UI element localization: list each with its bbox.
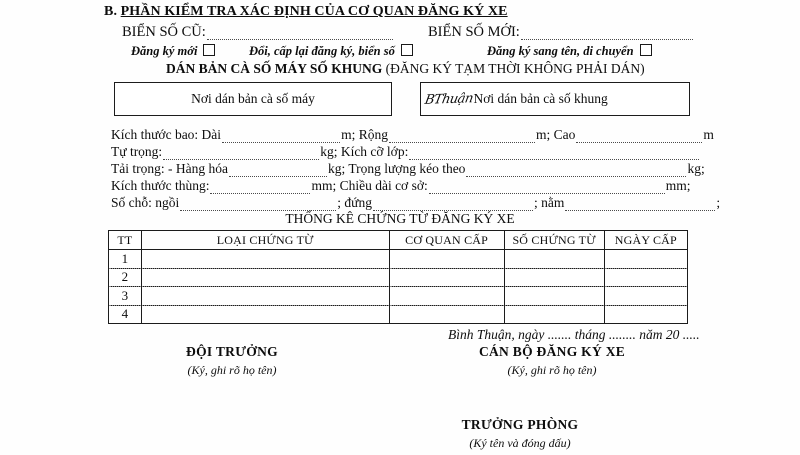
table-header-org: CƠ QUAN CẤP xyxy=(389,231,504,250)
table-cell-type[interactable] xyxy=(141,268,389,287)
table-cell-tt: 3 xyxy=(109,287,142,306)
plate-new-field[interactable] xyxy=(428,25,694,40)
signature-block-department-head xyxy=(420,417,620,451)
table-header-type: LOẠI CHỨNG TỪ xyxy=(141,231,389,250)
checkbox-dang-ky-moi[interactable] xyxy=(131,44,215,59)
spec-label: kg; xyxy=(687,161,705,176)
fill-in-blank[interactable] xyxy=(210,182,310,194)
fill-in-blank[interactable] xyxy=(163,148,319,160)
signature-title-registration-officer: CÁN BỘ ĐĂNG KÝ XE xyxy=(478,344,626,359)
fill-in-blank[interactable] xyxy=(373,199,533,211)
table-row[interactable] xyxy=(109,250,688,269)
handwritten-signature: BThuận xyxy=(423,90,474,108)
fill-in-blank[interactable] xyxy=(565,199,715,211)
plate-old-value[interactable] xyxy=(207,28,393,40)
table-title: THỐNG KÊ CHỨNG TỪ ĐĂNG KÝ XE xyxy=(285,211,515,226)
spec-label: mm; xyxy=(665,178,691,193)
spec-label: Tự trọng: xyxy=(111,144,163,159)
fill-in-blank[interactable] xyxy=(429,182,665,194)
fill-in-blank[interactable] xyxy=(229,165,327,177)
engine-number-rubbing-box[interactable] xyxy=(114,82,392,116)
plate-new-value[interactable] xyxy=(521,28,693,40)
fill-in-blank[interactable] xyxy=(466,165,686,177)
checkbox-label-doi-cap-lai: Đổi, cấp lại đăng ký, biển số xyxy=(249,44,395,58)
table-header-number: SỐ CHỨNG TỪ xyxy=(504,231,604,250)
plate-old-label: BIỂN SỐ CŨ: xyxy=(122,24,206,40)
table-cell-number[interactable] xyxy=(504,250,604,269)
table-cell-tt: 2 xyxy=(109,268,142,287)
table-cell-type[interactable] xyxy=(141,250,389,269)
checkbox-box-sang-ten-di-chuyen[interactable] xyxy=(640,44,652,56)
chassis-box-label: Nơi dán bản cà số khung xyxy=(473,91,608,106)
spec-label: ; xyxy=(716,195,721,210)
fill-in-blank[interactable] xyxy=(409,148,699,160)
table-cell-number[interactable] xyxy=(504,305,604,324)
table-cell-number[interactable] xyxy=(504,268,604,287)
spec-line-curb-weight[interactable] xyxy=(111,144,700,160)
document-table xyxy=(108,230,688,324)
signature-block-registration-officer xyxy=(452,344,652,378)
checkbox-label-sang-ten-di-chuyen: Đăng ký sang tên, di chuyển xyxy=(487,44,634,58)
plate-new-label: BIỂN SỐ MỚI: xyxy=(428,24,520,40)
stamp-title-note: (ĐĂNG KÝ TẠM THỜI KHÔNG PHẢI DÁN) xyxy=(385,61,645,76)
fill-in-blank[interactable] xyxy=(222,131,340,143)
signature-note-department-head: (Ký tên và đóng dấu) xyxy=(469,436,571,450)
table-cell-date[interactable] xyxy=(604,287,687,306)
spec-label: Số chỗ: ngồi xyxy=(111,195,180,210)
signature-note-registration-officer: (Ký, ghi rõ họ tên) xyxy=(507,363,597,377)
spec-label: ; đứng xyxy=(337,195,372,210)
spec-label: m; Rộng xyxy=(341,127,388,142)
fill-in-blank[interactable] xyxy=(576,131,702,143)
table-body xyxy=(109,250,688,324)
fill-in-blank[interactable] xyxy=(180,199,336,211)
table-cell-date[interactable] xyxy=(604,268,687,287)
spec-label: ; nằm xyxy=(533,195,565,210)
table-cell-date[interactable] xyxy=(604,250,687,269)
signature-title-team-leader: ĐỘI TRƯỞNG xyxy=(186,344,278,359)
table-row[interactable] xyxy=(109,287,688,306)
checkbox-label-dang-ky-moi: Đăng ký mới xyxy=(131,44,198,58)
spec-line-seats[interactable] xyxy=(111,195,720,211)
checkbox-box-dang-ky-moi[interactable] xyxy=(203,44,215,56)
spec-label: Kích thước bao: Dài xyxy=(111,127,222,142)
spec-line-payload[interactable] xyxy=(111,161,705,177)
spec-label: m; Cao xyxy=(535,127,576,142)
checkbox-box-doi-cap-lai[interactable] xyxy=(401,44,413,56)
table-cell-org[interactable] xyxy=(389,287,504,306)
spec-label: mm; Chiều dài cơ sở: xyxy=(311,178,428,193)
section-heading xyxy=(104,5,508,19)
spec-label: kg; Trọng lượng kéo theo xyxy=(327,161,466,176)
table-cell-number[interactable] xyxy=(504,287,604,306)
signature-title-department-head: TRƯỞNG PHÒNG xyxy=(461,417,579,432)
table-cell-date[interactable] xyxy=(604,305,687,324)
table-row[interactable] xyxy=(109,305,688,324)
stamp-section-title xyxy=(166,62,645,76)
table-cell-org[interactable] xyxy=(389,268,504,287)
table-cell-type[interactable] xyxy=(141,287,389,306)
spec-label: kg; Kích cỡ lớp: xyxy=(320,144,409,159)
table-cell-type[interactable] xyxy=(141,305,389,324)
table-header-date: NGÀY CẤP xyxy=(604,231,687,250)
stamp-title-strong: DÁN BẢN CÀ SỐ MÁY SỐ KHUNG xyxy=(166,61,383,76)
spec-label: m xyxy=(703,127,714,142)
fill-in-blank[interactable] xyxy=(389,131,535,143)
chassis-number-rubbing-box[interactable] xyxy=(420,82,690,116)
table-header-row xyxy=(109,231,688,250)
place-date-line: Bình Thuận, ngày ....... tháng ........ năm 20 ..... xyxy=(448,327,700,342)
checkbox-sang-ten-di-chuyen[interactable] xyxy=(487,44,652,59)
spec-label: Tải trọng: - Hàng hóa xyxy=(111,161,228,176)
table-header-tt: TT xyxy=(109,231,142,250)
table-cell-org[interactable] xyxy=(389,250,504,269)
spec-label: Kích thước thùng: xyxy=(111,178,210,193)
checkbox-doi-cap-lai[interactable] xyxy=(249,44,413,59)
table-cell-tt: 4 xyxy=(109,305,142,324)
engine-box-label: Nơi dán bản cà số máy xyxy=(191,91,315,106)
table-row[interactable] xyxy=(109,268,688,287)
spec-line-box-size[interactable] xyxy=(111,178,691,194)
table-cell-tt: 1 xyxy=(109,250,142,269)
signature-block-team-leader xyxy=(152,344,312,378)
spec-line-dimensions[interactable] xyxy=(111,127,714,143)
section-title: PHẦN KIỂM TRA XÁC ĐỊNH CỦA CƠ QUAN ĐĂNG KÝ XE xyxy=(120,4,508,19)
plate-old-field[interactable] xyxy=(122,25,394,40)
table-cell-org[interactable] xyxy=(389,305,504,324)
signature-note-team-leader: (Ký, ghi rõ họ tên) xyxy=(187,363,277,377)
section-prefix: B. xyxy=(104,4,118,19)
